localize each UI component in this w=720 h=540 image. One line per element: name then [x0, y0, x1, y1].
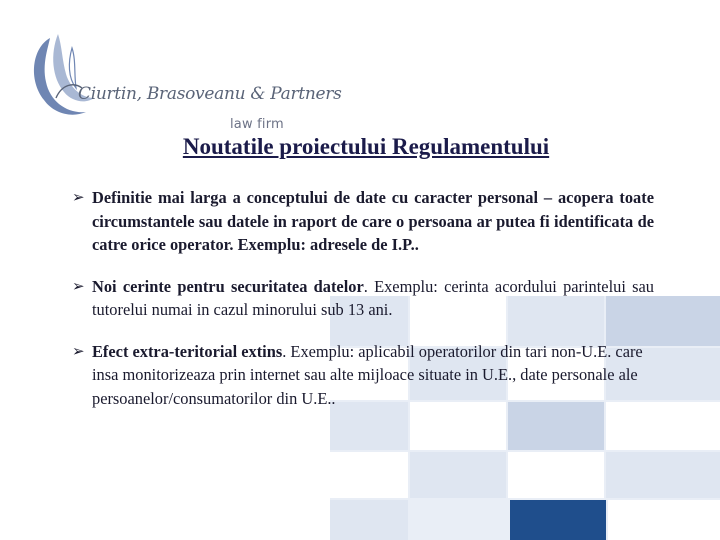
bullet-item-security	[72, 275, 654, 322]
bullet-rest-text: . Exemplu: cerinta acordului parintelui sau tutorelui numai in cazul minorului sub 13 ani.	[92, 276, 654, 319]
bullet-bold-text: Noi cerinte pentru securitatea datelor	[92, 276, 364, 296]
grid-cell	[508, 452, 604, 498]
arrow-bullet-icon: ➢	[72, 188, 85, 206]
bullet-rest-text: . Exemplu: aplicabil operatorilor din tari non-U.E. care insa monitorizeaza prin internet sau alte mijloace situate in U.E., date personale ale persoanelor/consumatorilor din U.E..	[92, 341, 643, 408]
grid-cell	[330, 452, 408, 498]
logo-firm-name: Ciurtin, Brasoveanu & Partners	[78, 84, 342, 104]
grid-cell	[410, 452, 506, 498]
grid-cell	[330, 500, 408, 540]
logo-subtitle: law firm	[230, 117, 284, 132]
grid-cell-accent	[510, 500, 606, 540]
arrow-bullet-icon: ➢	[72, 341, 85, 360]
bullet-bold-text: Definitie mai larga a conceptului de date cu caracter personal – acopera toate circumstantele sau datele in raport de care o persoana ar putea fi identificata de catre orice operator. Exemplu: adresele de I.P..	[92, 188, 654, 254]
arrow-bullet-icon: ➢	[72, 276, 85, 295]
bullet-list	[72, 186, 654, 428]
bullet-bold-text: Efect extra-teritorial extins	[92, 341, 283, 361]
slide-title: Noutatile proiectului Regulamentului	[182, 134, 550, 159]
bullet-item-extraterritorial	[72, 340, 654, 411]
grid-cell	[606, 452, 720, 498]
bullet-item-definition	[72, 186, 654, 257]
grid-cell	[608, 500, 720, 540]
